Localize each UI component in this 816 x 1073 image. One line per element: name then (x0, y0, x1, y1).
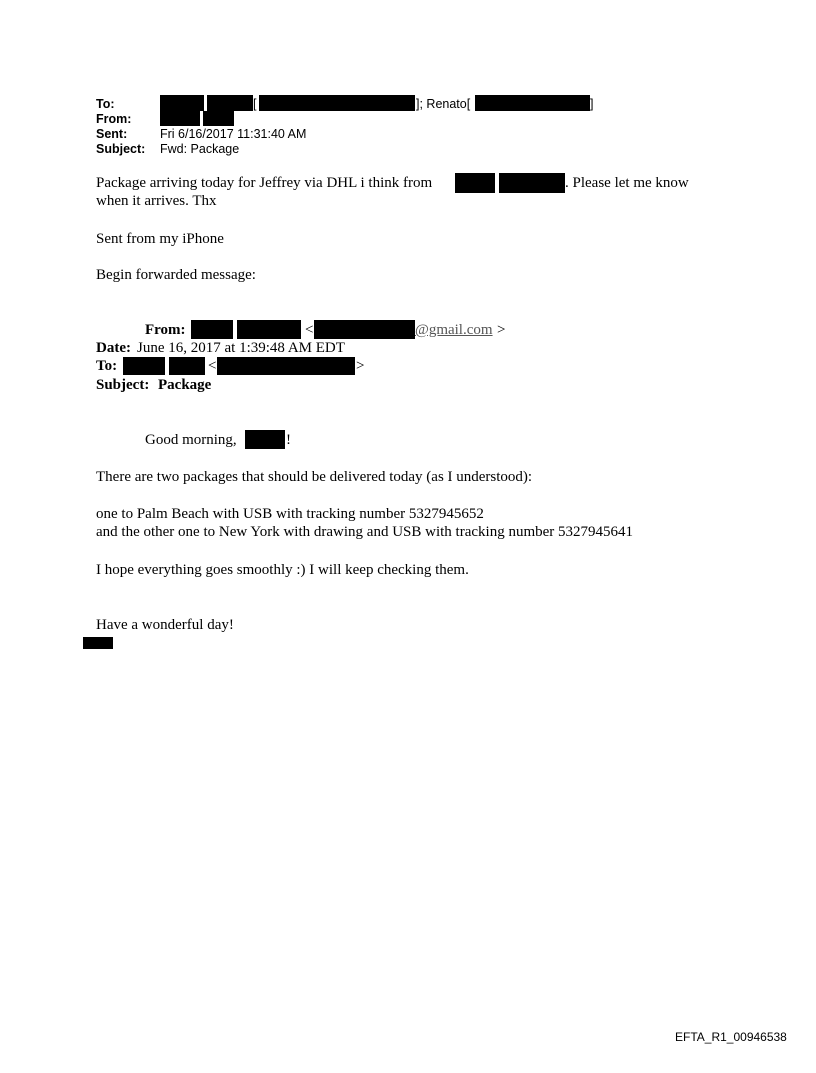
redaction-to-name-1 (160, 95, 204, 111)
document-id: EFTA_R1_00946538 (675, 1030, 787, 1044)
greeting: Good morning, (145, 432, 237, 448)
redaction-fwd-to-last (169, 357, 205, 375)
subject-label: Subject: (96, 142, 146, 156)
redaction-fwd-from-first (191, 320, 233, 339)
body-line-2: when it arrives. Thx (96, 193, 217, 209)
to-bracket-close: ] (590, 97, 594, 111)
sent-from-iphone: Sent from my iPhone (96, 231, 224, 247)
fwd-subject-value: Package (158, 377, 212, 393)
redaction-greeting-name (245, 430, 285, 449)
redaction-fwd-to-first (123, 357, 165, 375)
fwd-from-lt: < (305, 322, 314, 338)
fwd-date-value: June 16, 2017 at 1:39:48 AM EDT (137, 340, 345, 356)
redaction-sender-last (499, 173, 565, 193)
subject-value: Fwd: Package (160, 142, 240, 156)
body-line-1-end: . Please let me know (565, 175, 689, 191)
redaction-fwd-from-email (314, 320, 415, 339)
redaction-to-email-2 (475, 95, 590, 111)
package-line-2: and the other one to New York with drawing and USB with tracking number 5327945641 (96, 524, 634, 540)
fwd-from-label: From: (145, 322, 186, 338)
body-line-1: Package arriving today for Jeffrey via DHL i think from (96, 175, 433, 191)
begin-forwarded: Begin forwarded message: (96, 267, 256, 283)
fwd-to-lt: < (208, 358, 217, 374)
redaction-from-name-2 (203, 111, 234, 126)
closing-line: Have a wonderful day! (96, 617, 234, 633)
to-separator-renato: ]; Renato[ (416, 97, 471, 111)
fwd-subject-label: Subject: (96, 377, 150, 393)
from-label: From: (96, 112, 132, 126)
redaction-to-name-2 (207, 95, 253, 111)
redaction-sender-first (455, 173, 495, 193)
redaction-fwd-to-email (217, 357, 355, 375)
greeting-exclaim: ! (286, 432, 291, 448)
sent-label: Sent: (96, 127, 128, 141)
package-line-1: one to Palm Beach with USB with tracking number 5327945652 (96, 506, 484, 522)
intro-line: There are two packages that should be delivered today (as I understood): (96, 469, 533, 485)
redaction-from-name-1 (160, 111, 200, 126)
redaction-fwd-from-last (237, 320, 301, 339)
redaction-to-email-1 (259, 95, 415, 111)
redaction-signature (83, 637, 113, 649)
fwd-from-gt: > (497, 322, 506, 338)
fwd-date-label: Date: (96, 340, 131, 356)
fwd-to-gt: > (356, 358, 365, 374)
sent-value: Fri 6/16/2017 11:31:40 AM (160, 127, 307, 141)
to-bracket-open: [ (253, 97, 257, 111)
hope-line: I hope everything goes smoothly :) I will keep checking them. (96, 562, 469, 578)
fwd-to-label: To: (96, 358, 118, 374)
to-label: To: (96, 97, 115, 111)
fwd-from-email-link[interactable]: @gmail.com (415, 322, 493, 338)
